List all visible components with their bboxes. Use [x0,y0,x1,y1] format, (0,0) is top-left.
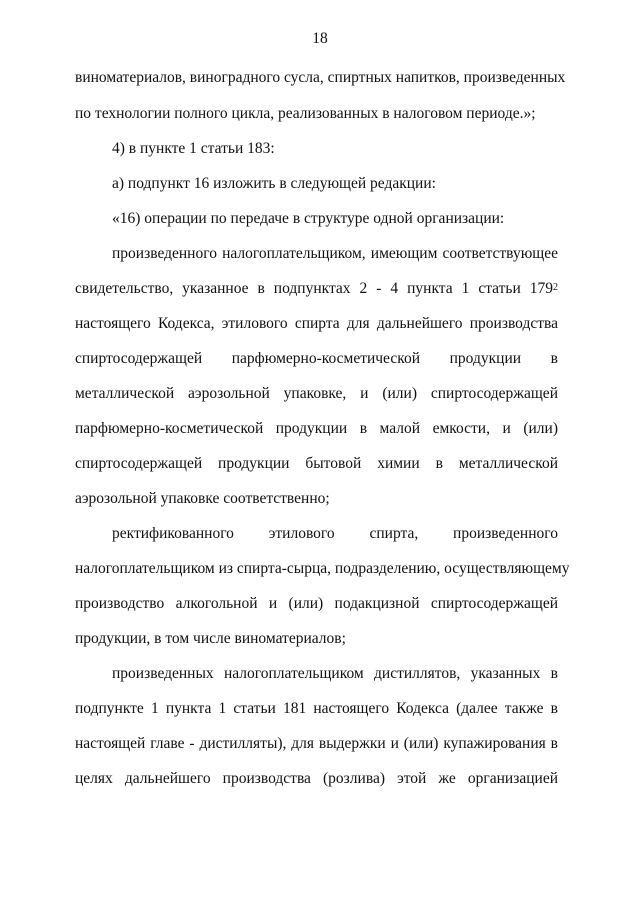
text-line: спиртосодержащей продукции бытовой химии в металлической [75,455,558,472]
text-line: целях дальнейшего производства (розлива) этой же организацией [75,770,558,787]
text-line: металлической аэрозольной упаковке, и (или) спиртосодержащей [75,385,558,402]
text-line: 4) в пункте 1 статьи 183: [112,140,275,157]
text-line: настоящего Кодекса, этилового спирта для дальнейшего производства [75,315,558,332]
text-line: налогоплательщиком из спирта-сырца, подразделению, осуществляющему [75,560,570,577]
superscript: 2 [553,282,558,293]
text-line: спиртосодержащей парфюмерно-косметической продукции в [75,350,558,367]
text-line: по технологии полного цикла, реализованных в налоговом периоде.»; [75,105,536,122]
text-line-main: свидетельство, указанное в подпунктах 2 - 4 пункта 1 статьи 179 [75,280,553,297]
text-line: подпункте 1 пункта 1 статьи 181 настоящего Кодекса (далее также в [75,700,558,717]
text-line: а) подпункт 16 изложить в следующей редакции: [112,175,436,192]
text-line: парфюмерно-косметической продукции в малой емкости, и (или) [75,420,558,437]
text-line: аэрозольной упаковке соответственно; [75,490,330,507]
text-line: настоящей главе - дистилляты), для выдержки и (или) купажирования в [75,735,558,752]
text-line: виноматериалов, виноградного сусла, спиртных напитков, произведенных [75,69,566,86]
text-line-with-superscript [75,279,558,301]
text-line: ректификованного этилового спирта, произведенного [112,525,558,542]
page-number: 18 [312,30,328,47]
text-line: произведенного налогоплательщиком, имеющим соответствующее [112,245,558,262]
text-line: производство алкогольной и (или) подакцизной спиртосодержащей [75,595,558,612]
text-line: произведенных налогоплательщиком дистиллятов, указанных в [112,665,558,682]
text-line: «16) операции по передаче в структуре одной организации: [112,210,505,227]
text-line: продукции, в том числе виноматериалов; [75,630,346,647]
